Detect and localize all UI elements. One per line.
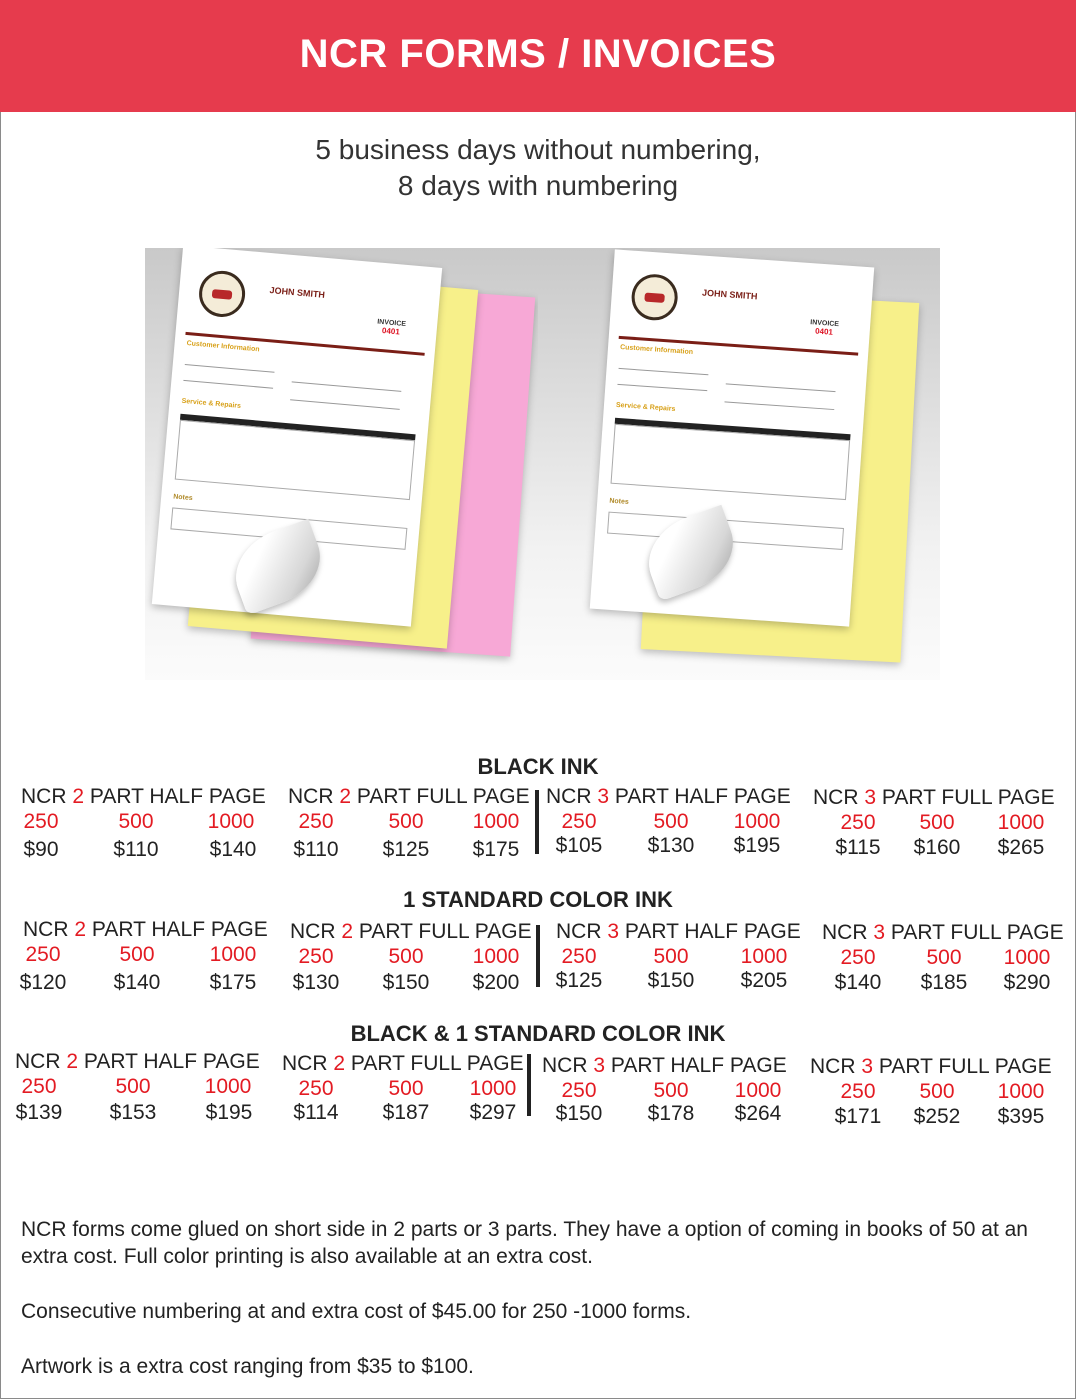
- price-250: $150: [555, 1102, 603, 1125]
- quantity-250: 250: [840, 1080, 876, 1103]
- black-ink-title: BLACK INK: [477, 754, 599, 779]
- price-250: $105: [555, 834, 603, 857]
- quantity-250: 250: [840, 811, 876, 834]
- price-1000: $175: [472, 838, 520, 861]
- quantity-250: 250: [25, 943, 61, 966]
- quantity-1000: 1000: [1003, 946, 1051, 969]
- muscle-car-logo: [630, 273, 679, 322]
- quantity-1000: 1000: [740, 945, 788, 968]
- customer-name: JOHN SMITH: [269, 285, 326, 300]
- quantity-250: 250: [840, 946, 876, 969]
- group-title: NCR 3 PART FULL PAGE: [810, 1055, 1052, 1078]
- quantity-500: 500: [653, 810, 689, 833]
- price-250: $90: [23, 838, 59, 861]
- quantity-500: 500: [115, 1075, 151, 1098]
- group-title: NCR 3 PART HALF PAGE: [556, 920, 801, 943]
- quantity-250: 250: [298, 1077, 334, 1100]
- price-1000: $140: [209, 838, 257, 861]
- quantity-500: 500: [118, 810, 154, 833]
- price-250: $125: [555, 969, 603, 992]
- price-1000: $175: [209, 971, 257, 994]
- quantity-250: 250: [298, 810, 334, 833]
- quantity-1000: 1000: [997, 811, 1045, 834]
- quantity-500: 500: [653, 945, 689, 968]
- turnaround-line-2: 8 days with numbering: [397, 170, 679, 201]
- customer-name: JOHN SMITH: [701, 287, 758, 302]
- group-title: NCR 2 PART FULL PAGE: [288, 785, 530, 808]
- numbering-note: Consecutive numbering at and extra cost of $45.00 for 250 -1000 forms.: [21, 1300, 692, 1323]
- black-and-color-ink-title: BLACK & 1 STANDARD COLOR INK: [350, 1021, 726, 1046]
- quantity-1000: 1000: [734, 1079, 782, 1102]
- quantity-500: 500: [119, 943, 155, 966]
- notes-heading: Notes: [172, 493, 193, 503]
- service-heading: Service & Repairs: [615, 401, 676, 413]
- group-title: NCR 3 PART HALF PAGE: [546, 785, 791, 808]
- standard-color-ink-title: 1 STANDARD COLOR INK: [403, 887, 673, 912]
- service-heading: Service & Repairs: [181, 397, 242, 410]
- customer-info-heading: Customer Information: [186, 340, 260, 354]
- price-1000: $200: [472, 971, 520, 994]
- price-250: $120: [19, 971, 67, 994]
- price-1000: $205: [740, 969, 788, 992]
- group-title: NCR 2 PART HALF PAGE: [23, 918, 268, 941]
- column-divider: [527, 1054, 531, 1116]
- price-1000: $195: [733, 834, 781, 857]
- white-original-sheet: [590, 249, 874, 626]
- quantity-500: 500: [388, 945, 424, 968]
- ncr-2-part-photo: [538, 248, 940, 680]
- price-1000: $395: [997, 1105, 1045, 1128]
- quantity-250: 250: [23, 810, 59, 833]
- price-500: $150: [382, 971, 430, 994]
- quantity-1000: 1000: [472, 810, 520, 833]
- quantity-1000: 1000: [733, 810, 781, 833]
- customer-info-heading: Customer Information: [619, 343, 694, 357]
- page-header: [0, 0, 1076, 112]
- quantity-250: 250: [561, 1079, 597, 1102]
- price-500: $130: [647, 834, 695, 857]
- quantity-1000: 1000: [204, 1075, 252, 1098]
- price-250: $110: [293, 838, 339, 861]
- muscle-car-logo: [197, 269, 247, 319]
- quantity-500: 500: [926, 946, 962, 969]
- price-500: $110: [113, 838, 159, 861]
- quantity-1000: 1000: [207, 810, 255, 833]
- quantity-1000: 1000: [472, 945, 520, 968]
- quantity-1000: 1000: [997, 1080, 1045, 1103]
- price-500: $153: [109, 1101, 157, 1124]
- notes-heading: Notes: [609, 497, 629, 506]
- quantity-1000: 1000: [469, 1077, 517, 1100]
- price-250: $171: [834, 1105, 882, 1128]
- quantity-250: 250: [561, 945, 597, 968]
- price-250: $130: [292, 971, 340, 994]
- price-250: $115: [835, 836, 881, 859]
- group-title: NCR 3 PART FULL PAGE: [813, 786, 1055, 809]
- quantity-1000: 1000: [209, 943, 257, 966]
- glued-note: NCR forms come glued on short side in 2 parts or 3 parts. They have a option of coming in books of 50 at an extra cost. Full color printing is also available at an extra cost.: [21, 1218, 1028, 1268]
- price-250: $140: [834, 971, 882, 994]
- quantity-500: 500: [388, 1077, 424, 1100]
- invoice-label: INVOICE 0401: [809, 319, 840, 337]
- invoice-label: INVOICE 0401: [376, 318, 407, 337]
- quantity-500: 500: [919, 1080, 955, 1103]
- price-1000: $264: [734, 1102, 782, 1125]
- quantity-250: 250: [561, 810, 597, 833]
- artwork-note: Artwork is a extra cost ranging from $35 to $100.: [21, 1355, 474, 1378]
- page-title: NCR FORMS / INVOICES: [299, 31, 777, 76]
- price-500: $178: [647, 1102, 695, 1125]
- ncr-3-part-photo: [145, 248, 547, 680]
- price-500: $185: [920, 971, 968, 994]
- group-title: NCR 2 PART FULL PAGE: [282, 1052, 524, 1075]
- quantity-500: 500: [388, 810, 424, 833]
- group-title: NCR 3 PART FULL PAGE: [822, 921, 1064, 944]
- quantity-500: 500: [653, 1079, 689, 1102]
- group-title: NCR 2 PART HALF PAGE: [15, 1050, 260, 1073]
- price-1000: $195: [205, 1101, 253, 1124]
- group-title: NCR 2 PART FULL PAGE: [290, 920, 532, 943]
- price-1000: $265: [997, 836, 1045, 859]
- group-title: NCR 3 PART HALF PAGE: [542, 1054, 787, 1077]
- group-title: NCR 2 PART HALF PAGE: [21, 785, 266, 808]
- price-500: $252: [913, 1105, 961, 1128]
- quantity-250: 250: [21, 1075, 57, 1098]
- price-1000: $297: [469, 1101, 517, 1124]
- price-500: $150: [647, 969, 695, 992]
- price-500: $187: [382, 1101, 430, 1124]
- price-500: $140: [113, 971, 161, 994]
- turnaround-line-1: 5 business days without numbering,: [315, 134, 761, 165]
- price-250: $114: [293, 1101, 339, 1124]
- price-1000: $290: [1003, 971, 1051, 994]
- price-500: $160: [913, 836, 961, 859]
- price-500: $125: [382, 838, 430, 861]
- quantity-250: 250: [298, 945, 334, 968]
- quantity-500: 500: [919, 811, 955, 834]
- price-250: $139: [15, 1101, 63, 1124]
